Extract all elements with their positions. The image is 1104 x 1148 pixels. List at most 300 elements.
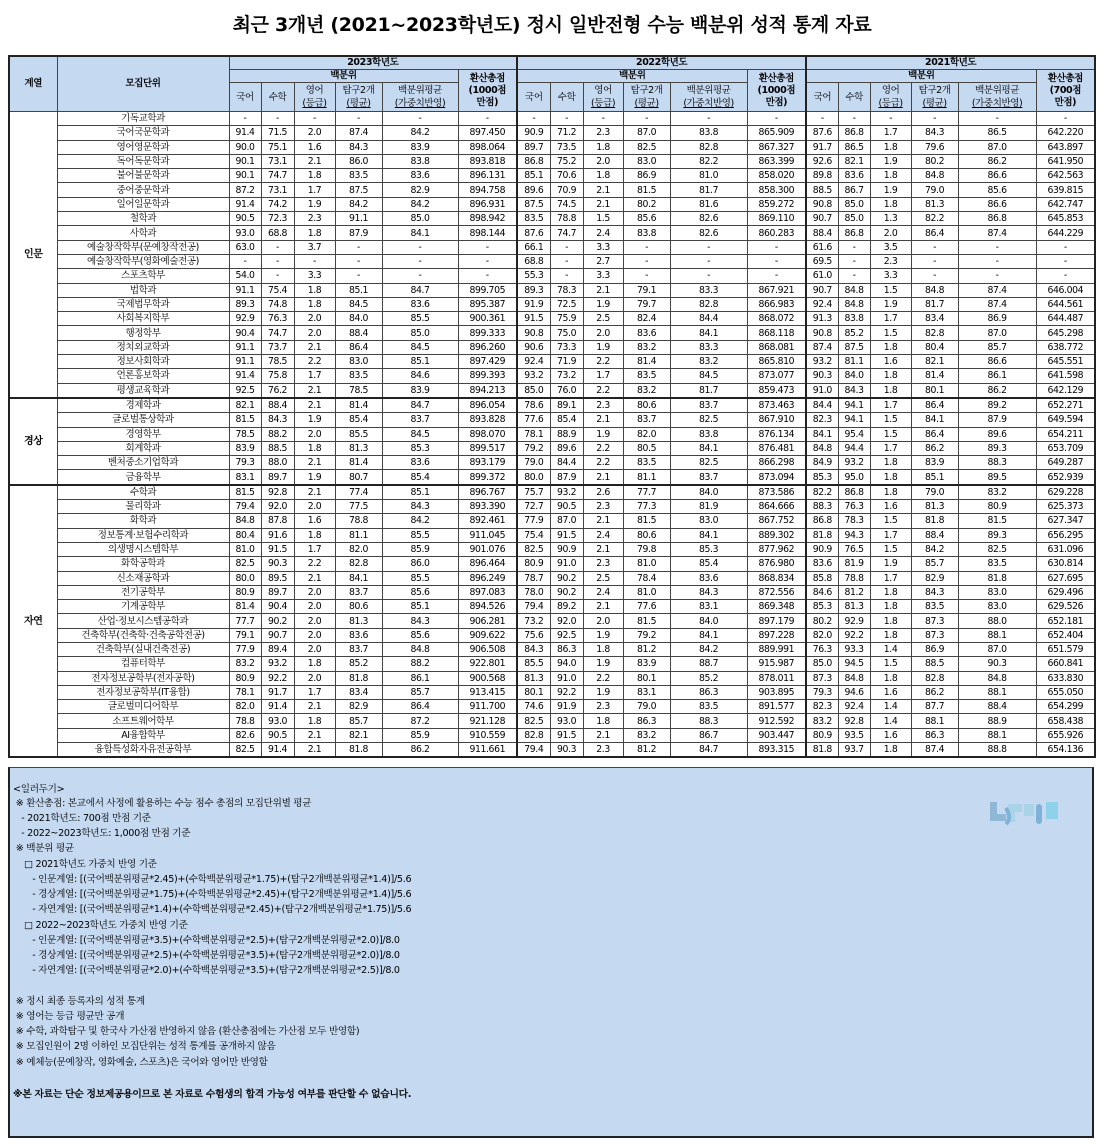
score-cell: 631.096 bbox=[1036, 542, 1095, 556]
score-cell: 87.4 bbox=[958, 283, 1036, 297]
score-cell: 899.372 bbox=[458, 470, 517, 485]
header-unit: 모집단위 bbox=[57, 56, 229, 112]
score-cell: 1.9 bbox=[870, 154, 911, 168]
score-cell: 88.3 bbox=[806, 500, 838, 514]
header-weighted-avg bbox=[382, 83, 458, 112]
score-cell: 80.9 bbox=[229, 585, 261, 599]
score-cell: 84.2 bbox=[911, 542, 958, 556]
score-cell: 84.3 bbox=[911, 585, 958, 599]
score-cell: 83.8 bbox=[670, 427, 747, 441]
header-weighted-avg bbox=[670, 83, 747, 112]
score-cell: 641.598 bbox=[1036, 369, 1095, 383]
score-cell: 1.8 bbox=[294, 657, 335, 671]
score-cell: 652.939 bbox=[1036, 470, 1095, 485]
score-cell: - bbox=[294, 112, 335, 126]
score-cell: 84.1 bbox=[911, 413, 958, 427]
score-cell: 86.0 bbox=[335, 154, 382, 168]
note-line: ※ 예체능(문예창작, 영화예술, 스포츠)은 국어와 영어만 반영함 bbox=[13, 1057, 268, 1068]
score-cell: 90.0 bbox=[229, 140, 261, 154]
score-cell: 91.5 bbox=[550, 528, 583, 542]
score-cell: 1.8 bbox=[294, 169, 335, 183]
score-cell: 2.3 bbox=[294, 212, 335, 226]
score-cell: 655.050 bbox=[1036, 685, 1095, 699]
score-cell: 896.054 bbox=[458, 398, 517, 413]
score-cell: 3.5 bbox=[870, 240, 911, 254]
score-cell: 86.2 bbox=[911, 441, 958, 455]
score-cell: 86.4 bbox=[911, 226, 958, 240]
score-cell: 81.2 bbox=[838, 585, 870, 599]
header-line: 수학 bbox=[845, 91, 863, 103]
score-cell: 78.8 bbox=[335, 514, 382, 528]
score-cell: 82.6 bbox=[670, 226, 747, 240]
score-cell: 81.5 bbox=[958, 514, 1036, 528]
score-cell: 86.1 bbox=[382, 671, 458, 685]
score-cell: 77.6 bbox=[623, 600, 670, 614]
score-cell: 82.8 bbox=[670, 297, 747, 311]
score-cell: 81.8 bbox=[911, 514, 958, 528]
note-line: - 자연계열: [(국어백분위평균*2.0)+(수학백분위평균*3.5)+(탐구2개백분위평균*2.5)]/8.0 bbox=[13, 965, 400, 976]
score-cell: 90.7 bbox=[806, 212, 838, 226]
score-cell: 79.7 bbox=[623, 297, 670, 311]
score-cell: - bbox=[550, 240, 583, 254]
score-cell: 81.0 bbox=[623, 557, 670, 571]
score-cell: 1.7 bbox=[870, 528, 911, 542]
score-cell: 90.3 bbox=[958, 657, 1036, 671]
unit-name-cell: 행정학부 bbox=[57, 326, 229, 340]
unit-name-cell: 건축학부(실내건축전공) bbox=[57, 642, 229, 656]
score-cell: 79.1 bbox=[229, 628, 261, 642]
score-cell: 3.3 bbox=[870, 269, 911, 283]
score-cell: 649.287 bbox=[1036, 456, 1095, 470]
header-line: (등급) bbox=[878, 98, 903, 109]
score-cell: 80.5 bbox=[623, 441, 670, 455]
score-cell: 80.2 bbox=[911, 154, 958, 168]
score-cell: 654.299 bbox=[1036, 700, 1095, 714]
score-cell: 89.3 bbox=[229, 297, 261, 311]
score-cell: - bbox=[294, 254, 335, 268]
score-cell: 86.2 bbox=[382, 743, 458, 758]
score-cell: 2.5 bbox=[583, 312, 623, 326]
score-cell: 91.4 bbox=[229, 126, 261, 140]
score-cell: 92.2 bbox=[838, 628, 870, 642]
stats-table bbox=[8, 55, 1096, 758]
score-cell: 80.9 bbox=[229, 671, 261, 685]
score-cell: 644.487 bbox=[1036, 312, 1095, 326]
score-cell: - bbox=[583, 112, 623, 126]
header-line: 영어 bbox=[594, 85, 612, 96]
score-cell: 83.8 bbox=[382, 154, 458, 168]
score-cell: 87.3 bbox=[911, 628, 958, 642]
score-cell: 82.2 bbox=[670, 154, 747, 168]
score-cell: - bbox=[911, 112, 958, 126]
score-cell: 83.7 bbox=[382, 413, 458, 427]
score-cell: 84.5 bbox=[382, 340, 458, 354]
score-cell: 88.1 bbox=[958, 628, 1036, 642]
score-cell: 84.3 bbox=[838, 383, 870, 398]
score-cell: 658.438 bbox=[1036, 714, 1095, 728]
score-cell: 2.0 bbox=[294, 642, 335, 656]
score-cell: 84.1 bbox=[670, 628, 747, 642]
score-cell: 92.8 bbox=[261, 485, 294, 500]
score-cell: 93.2 bbox=[550, 485, 583, 500]
score-cell: 85.2 bbox=[670, 671, 747, 685]
score-cell: 2.0 bbox=[294, 500, 335, 514]
score-cell: 900.361 bbox=[458, 312, 517, 326]
score-cell: 70.6 bbox=[550, 169, 583, 183]
score-cell: 81.3 bbox=[335, 441, 382, 455]
score-cell: 87.7 bbox=[911, 700, 958, 714]
header-total-line: (1000점 bbox=[757, 84, 796, 96]
unit-name-cell: 금융학부 bbox=[57, 470, 229, 485]
unit-name-cell: 평생교육학과 bbox=[57, 383, 229, 398]
score-cell: 90.7 bbox=[806, 283, 838, 297]
score-cell: 76.3 bbox=[261, 312, 294, 326]
score-cell: 906.508 bbox=[458, 642, 517, 656]
score-cell: 2.3 bbox=[583, 700, 623, 714]
unit-name-cell: 영어영문학과 bbox=[57, 140, 229, 154]
score-cell: 83.9 bbox=[911, 456, 958, 470]
unit-name-cell: 예술창작학부(영화예술전공) bbox=[57, 254, 229, 268]
score-cell: 90.6 bbox=[517, 340, 550, 354]
score-cell: 906.281 bbox=[458, 614, 517, 628]
score-cell: 87.6 bbox=[806, 126, 838, 140]
score-cell: 87.4 bbox=[335, 126, 382, 140]
score-cell: 2.1 bbox=[583, 183, 623, 197]
score-cell: 77.6 bbox=[517, 413, 550, 427]
score-cell: 81.4 bbox=[623, 355, 670, 369]
score-cell: 74.7 bbox=[550, 226, 583, 240]
score-cell: 922.801 bbox=[458, 657, 517, 671]
score-cell: 91.6 bbox=[261, 528, 294, 542]
score-cell: 872.556 bbox=[747, 585, 806, 599]
score-cell: 1.6 bbox=[294, 140, 335, 154]
score-cell: 94.1 bbox=[838, 413, 870, 427]
score-cell: 78.8 bbox=[550, 212, 583, 226]
score-cell: 88.1 bbox=[958, 685, 1036, 699]
score-cell: 84.8 bbox=[838, 671, 870, 685]
score-cell: 77.7 bbox=[623, 485, 670, 500]
score-cell: 85.3 bbox=[806, 600, 838, 614]
score-cell: 73.2 bbox=[517, 614, 550, 628]
score-cell: 83.8 bbox=[838, 312, 870, 326]
page-title: 최근 3개년 (2021~2023학년도) 정시 일반전형 수능 백분위 성적 통계 자료 bbox=[232, 14, 872, 36]
table-row bbox=[9, 183, 1095, 197]
score-cell: 88.4 bbox=[806, 226, 838, 240]
score-cell: - bbox=[747, 269, 806, 283]
score-cell: - bbox=[838, 254, 870, 268]
score-cell: 1.9 bbox=[294, 470, 335, 485]
score-cell: 88.7 bbox=[670, 657, 747, 671]
score-cell: 1.4 bbox=[870, 700, 911, 714]
score-cell: 74.7 bbox=[261, 326, 294, 340]
score-cell: 910.559 bbox=[458, 728, 517, 742]
header-line: 국어 bbox=[813, 91, 832, 103]
score-cell: 1.8 bbox=[870, 671, 911, 685]
header-total-line: (1000점 bbox=[468, 84, 507, 96]
score-cell: 85.2 bbox=[838, 326, 870, 340]
score-cell: 898.064 bbox=[458, 140, 517, 154]
score-cell: 84.7 bbox=[382, 283, 458, 297]
score-cell: 80.6 bbox=[623, 528, 670, 542]
score-cell: 87.4 bbox=[958, 226, 1036, 240]
header-year: 2021학년도 bbox=[806, 56, 1095, 70]
score-cell: 911.045 bbox=[458, 528, 517, 542]
header-english bbox=[583, 83, 623, 112]
score-cell: 73.1 bbox=[261, 154, 294, 168]
header-line: (등급) bbox=[590, 98, 616, 109]
score-cell: 84.3 bbox=[261, 413, 294, 427]
score-cell: 82.6 bbox=[229, 728, 261, 742]
score-cell: 2.0 bbox=[583, 326, 623, 340]
score-cell: 3.3 bbox=[583, 269, 623, 283]
score-cell: 83.2 bbox=[958, 485, 1036, 500]
score-cell: 2.1 bbox=[583, 413, 623, 427]
score-cell: 1.8 bbox=[870, 369, 911, 383]
header-total-line: 만점) bbox=[765, 96, 788, 108]
score-cell: 86.7 bbox=[670, 728, 747, 742]
header-inquiry bbox=[623, 83, 670, 112]
score-cell: 70.9 bbox=[550, 183, 583, 197]
score-cell: 1.7 bbox=[583, 369, 623, 383]
header-weighted-avg bbox=[958, 83, 1036, 112]
score-cell: 86.8 bbox=[838, 226, 870, 240]
score-cell: 85.0 bbox=[382, 212, 458, 226]
score-cell: 865.909 bbox=[747, 126, 806, 140]
score-cell: 84.0 bbox=[838, 369, 870, 383]
score-cell: 82.8 bbox=[670, 140, 747, 154]
score-cell: 82.8 bbox=[911, 671, 958, 685]
score-cell: 1.7 bbox=[870, 571, 911, 585]
table-row bbox=[9, 126, 1095, 140]
score-cell: 88.2 bbox=[382, 657, 458, 671]
header-line: (평균) bbox=[346, 98, 371, 109]
score-cell: 2.0 bbox=[583, 614, 623, 628]
score-cell: 897.429 bbox=[458, 355, 517, 369]
score-cell: 894.213 bbox=[458, 383, 517, 398]
score-cell: 84.0 bbox=[335, 312, 382, 326]
score-cell: 80.1 bbox=[517, 685, 550, 699]
score-cell: 84.5 bbox=[382, 427, 458, 441]
score-cell: 2.1 bbox=[294, 398, 335, 413]
score-cell: 81.9 bbox=[838, 557, 870, 571]
score-cell: 89.5 bbox=[261, 571, 294, 585]
score-cell: 867.910 bbox=[747, 413, 806, 427]
score-cell: 896.131 bbox=[458, 169, 517, 183]
note-line: - 인문계열: [(국어백분위평균*2.45)+(수학백분위평균*1.75)+(탐구2개백분위평균*1.4)]/5.6 bbox=[13, 874, 412, 885]
header-line: 백분위평균 bbox=[975, 85, 1020, 96]
score-cell: 84.1 bbox=[670, 441, 747, 455]
score-cell: 894.526 bbox=[458, 600, 517, 614]
score-cell: 1.6 bbox=[870, 355, 911, 369]
score-cell: 893.828 bbox=[458, 413, 517, 427]
score-cell: 90.9 bbox=[806, 542, 838, 556]
score-cell: 86.3 bbox=[911, 728, 958, 742]
score-cell: 83.5 bbox=[517, 212, 550, 226]
score-cell: 81.4 bbox=[335, 456, 382, 470]
table-row bbox=[9, 283, 1095, 297]
score-cell: 868.834 bbox=[747, 571, 806, 585]
score-cell: 78.5 bbox=[261, 355, 294, 369]
score-cell: 88.5 bbox=[806, 183, 838, 197]
score-cell: 83.6 bbox=[382, 169, 458, 183]
score-cell: 1.8 bbox=[870, 470, 911, 485]
score-cell: 81.6 bbox=[670, 197, 747, 211]
score-cell: 87.0 bbox=[623, 126, 670, 140]
score-cell: - bbox=[458, 269, 517, 283]
score-cell: 643.897 bbox=[1036, 140, 1095, 154]
unit-name-cell: 수학과 bbox=[57, 485, 229, 500]
score-cell: 89.6 bbox=[550, 441, 583, 455]
score-cell: - bbox=[458, 112, 517, 126]
score-cell: 89.3 bbox=[958, 441, 1036, 455]
score-cell: 90.5 bbox=[550, 500, 583, 514]
score-cell: - bbox=[550, 269, 583, 283]
score-cell: 84.7 bbox=[382, 398, 458, 413]
score-cell: 87.9 bbox=[550, 470, 583, 485]
unit-name-cell: 회계학과 bbox=[57, 441, 229, 455]
score-cell: 654.211 bbox=[1036, 427, 1095, 441]
score-cell: 83.5 bbox=[670, 700, 747, 714]
header-category: 계열 bbox=[9, 56, 57, 112]
table-row bbox=[9, 297, 1095, 311]
score-cell: 90.3 bbox=[806, 369, 838, 383]
score-cell: 84.3 bbox=[382, 500, 458, 514]
score-cell: - bbox=[623, 112, 670, 126]
score-cell: 90.5 bbox=[261, 728, 294, 742]
score-cell: 91.0 bbox=[806, 383, 838, 398]
score-cell: 87.3 bbox=[806, 671, 838, 685]
score-cell: 92.4 bbox=[517, 355, 550, 369]
score-cell: 1.5 bbox=[870, 514, 911, 528]
score-cell: 2.4 bbox=[583, 226, 623, 240]
score-cell: 2.3 bbox=[583, 398, 623, 413]
score-cell: 83.2 bbox=[623, 728, 670, 742]
score-cell: 87.4 bbox=[806, 340, 838, 354]
score-cell: 1.8 bbox=[583, 642, 623, 656]
score-cell: 2.0 bbox=[294, 312, 335, 326]
score-cell: 93.3 bbox=[838, 642, 870, 656]
score-cell: - bbox=[838, 269, 870, 283]
score-cell: 897.083 bbox=[458, 585, 517, 599]
score-cell: 2.1 bbox=[583, 283, 623, 297]
score-cell: 78.7 bbox=[517, 571, 550, 585]
score-cell: 2.2 bbox=[583, 383, 623, 398]
score-cell: 94.6 bbox=[838, 685, 870, 699]
score-cell: 1.9 bbox=[583, 628, 623, 642]
table-row bbox=[9, 441, 1095, 455]
score-cell: 633.830 bbox=[1036, 671, 1095, 685]
table-row bbox=[9, 700, 1095, 714]
score-cell: 2.0 bbox=[294, 326, 335, 340]
score-cell: 82.3 bbox=[806, 413, 838, 427]
score-cell: 83.6 bbox=[382, 297, 458, 311]
score-cell: - bbox=[1036, 112, 1095, 126]
score-cell: 2.1 bbox=[294, 485, 335, 500]
score-cell: 84.0 bbox=[670, 614, 747, 628]
score-cell: 84.6 bbox=[806, 585, 838, 599]
header-math bbox=[838, 83, 870, 112]
score-cell: 86.6 bbox=[958, 169, 1036, 183]
score-cell: 87.4 bbox=[958, 297, 1036, 311]
unit-name-cell: 전기공학부 bbox=[57, 585, 229, 599]
score-cell: 86.4 bbox=[911, 427, 958, 441]
score-cell: 82.2 bbox=[911, 212, 958, 226]
score-cell: 90.7 bbox=[261, 628, 294, 642]
score-cell: 876.134 bbox=[747, 427, 806, 441]
score-cell: 80.9 bbox=[958, 500, 1036, 514]
score-cell: 899.705 bbox=[458, 283, 517, 297]
score-cell: 83.0 bbox=[958, 585, 1036, 599]
score-cell: 87.5 bbox=[335, 183, 382, 197]
unit-name-cell: 국어국문학과 bbox=[57, 126, 229, 140]
score-cell: 1.8 bbox=[294, 714, 335, 728]
score-cell: - bbox=[1036, 240, 1095, 254]
score-cell: 85.8 bbox=[806, 571, 838, 585]
unit-name-cell: 소프트웨어학부 bbox=[57, 714, 229, 728]
score-cell: 83.8 bbox=[670, 126, 747, 140]
score-cell: 79.4 bbox=[517, 743, 550, 758]
score-cell: 92.0 bbox=[550, 614, 583, 628]
score-cell: 81.7 bbox=[670, 183, 747, 197]
score-cell: 85.0 bbox=[382, 326, 458, 340]
score-cell: 893.818 bbox=[458, 154, 517, 168]
score-cell: 63.0 bbox=[229, 240, 261, 254]
score-cell: 79.0 bbox=[911, 183, 958, 197]
score-cell: 85.0 bbox=[838, 197, 870, 211]
score-cell: 83.7 bbox=[335, 642, 382, 656]
score-cell: 86.2 bbox=[958, 383, 1036, 398]
score-cell: 83.2 bbox=[623, 383, 670, 398]
score-cell: 82.8 bbox=[517, 728, 550, 742]
score-cell: 1.9 bbox=[870, 183, 911, 197]
score-cell: 1.7 bbox=[870, 312, 911, 326]
score-cell: 1.8 bbox=[294, 441, 335, 455]
score-cell: 83.5 bbox=[911, 600, 958, 614]
score-cell: 82.5 bbox=[517, 714, 550, 728]
score-cell: 80.4 bbox=[229, 528, 261, 542]
score-cell: 90.2 bbox=[550, 571, 583, 585]
score-cell: 85.9 bbox=[382, 542, 458, 556]
score-cell: 629.228 bbox=[1036, 485, 1095, 500]
score-cell: 84.2 bbox=[382, 514, 458, 528]
score-cell: 89.3 bbox=[958, 528, 1036, 542]
score-cell: 1.5 bbox=[583, 212, 623, 226]
score-cell: 72.3 bbox=[261, 212, 294, 226]
score-cell: 92.0 bbox=[261, 500, 294, 514]
table-row bbox=[9, 671, 1095, 685]
header-line: 탐구2개 bbox=[342, 85, 375, 96]
score-cell: 893.390 bbox=[458, 500, 517, 514]
score-cell: 1.5 bbox=[870, 542, 911, 556]
unit-name-cell: AI융합학부 bbox=[57, 728, 229, 742]
notes-heading: <일러두기> bbox=[13, 784, 65, 795]
score-cell: 88.4 bbox=[911, 528, 958, 542]
score-cell: 79.3 bbox=[806, 685, 838, 699]
score-cell: 2.1 bbox=[583, 514, 623, 528]
score-cell: 89.2 bbox=[958, 398, 1036, 413]
score-cell: 75.2 bbox=[550, 154, 583, 168]
score-cell: 1.6 bbox=[870, 728, 911, 742]
score-cell: 82.9 bbox=[911, 571, 958, 585]
score-cell: 83.7 bbox=[670, 398, 747, 413]
score-cell: 873.463 bbox=[747, 398, 806, 413]
score-cell: 80.0 bbox=[517, 470, 550, 485]
table-row bbox=[9, 642, 1095, 656]
score-cell: 1.8 bbox=[294, 226, 335, 240]
score-cell: 85.1 bbox=[382, 355, 458, 369]
score-cell: - bbox=[261, 240, 294, 254]
score-cell: 85.5 bbox=[335, 427, 382, 441]
